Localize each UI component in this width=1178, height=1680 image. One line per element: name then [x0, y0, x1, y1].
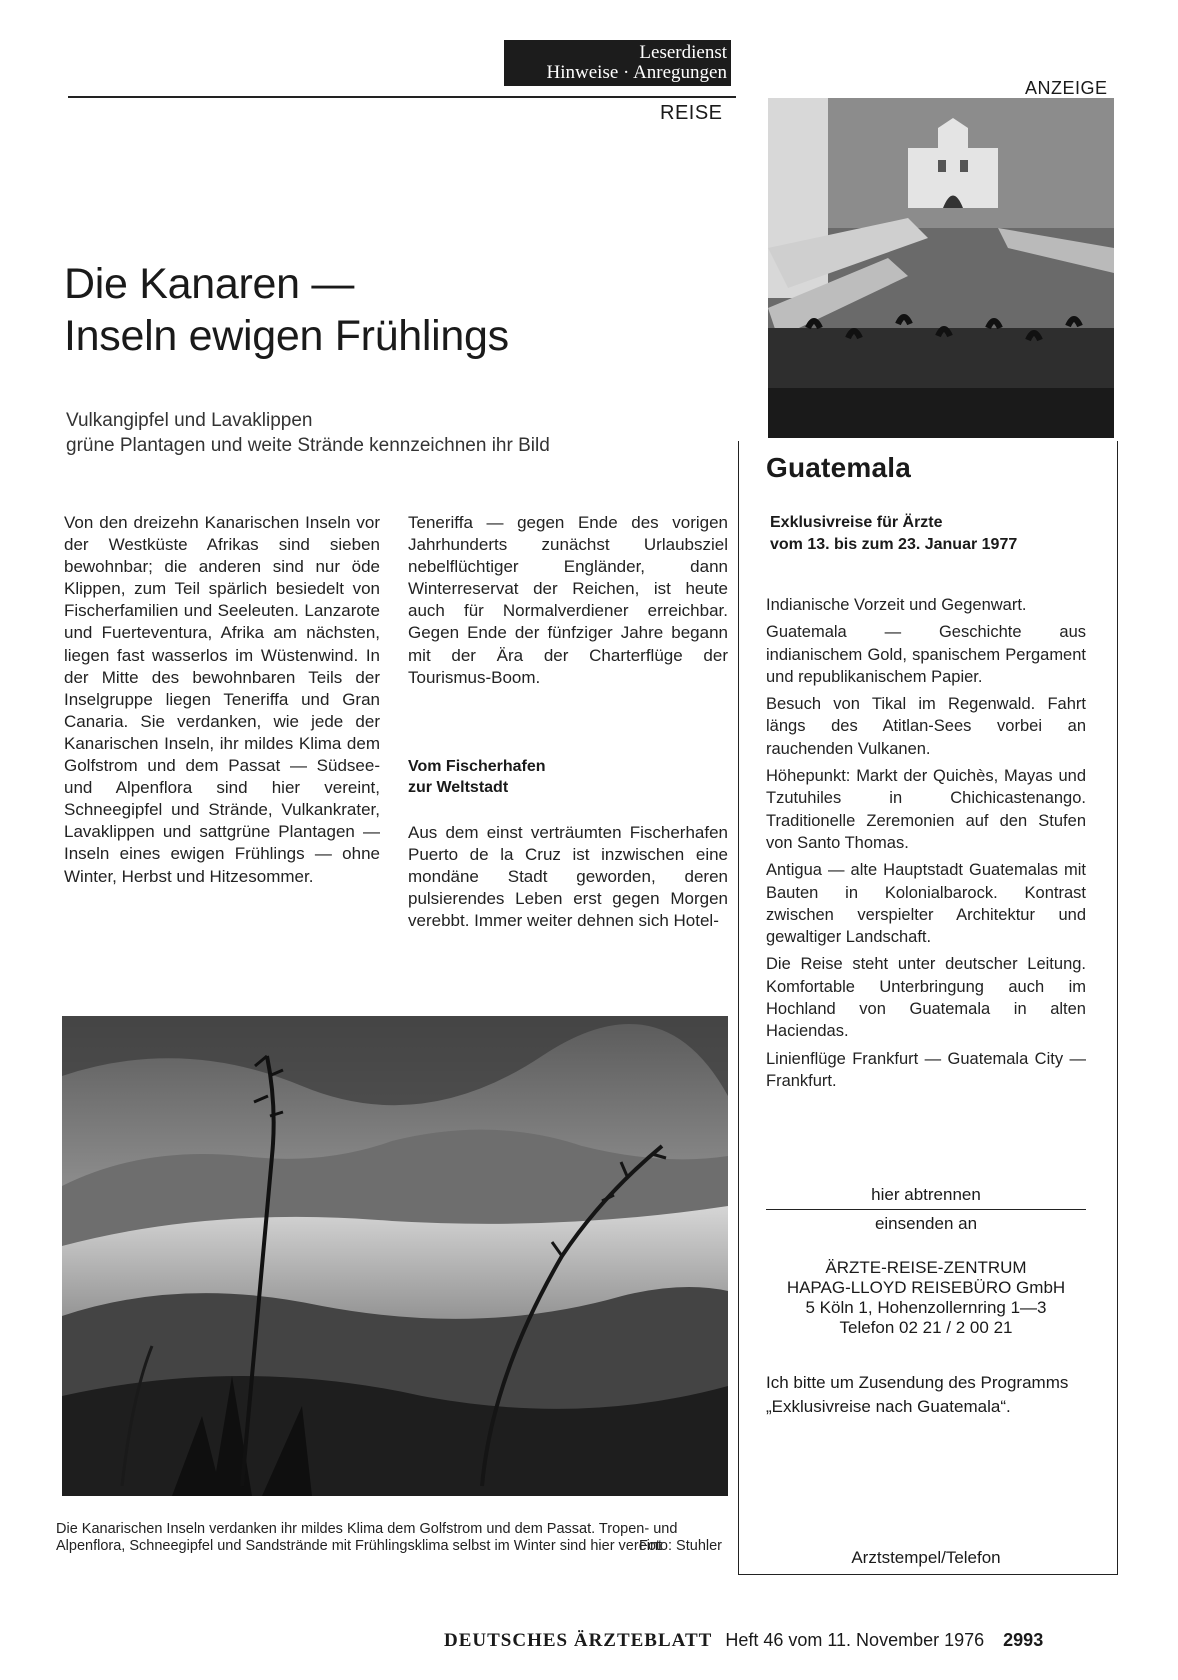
subheading-line-1: Vom Fischerhafen [408, 758, 546, 775]
guatemala-market-photo [768, 98, 1114, 438]
canary-landscape-image [62, 1016, 728, 1496]
agency-address [766, 1258, 1086, 1338]
caption-text: Die Kanarischen Inseln verdanken ihr mildes Klima dem Golfstrom und dem Passat. Tropen- und Alpenflora, Schneegipfel und Sandstrände mit Frühlingsklima selbst im Winter sind hier vereint [56, 1521, 678, 1554]
article-column-2-intro: Teneriffa — gegen Ende des vorigen Jahrhunderts zunächst Urlaubsziel nebelflüchtiger Engländer, dann Winterreservat der Reichen, ist heute auch für Normalverdiener erreichbar. Gegen Ende der fünfziger Jahre begann mit der Ära der Charterflüge der Tourismus-Boom. [408, 513, 728, 687]
title-line-1: Die Kanaren — [64, 260, 355, 308]
photo-caption [56, 1521, 722, 1555]
header-rule [68, 96, 736, 98]
article-subtitle [66, 408, 550, 458]
ad-paragraph: Linienflüge Frankfurt — Guatemala City — Frankfurt. [766, 1049, 1086, 1090]
publication-name: DEUTSCHES ÄRZTEBLATT [444, 1630, 713, 1651]
send-to-label: einsenden an [874, 1214, 978, 1233]
request-line-2: „Exklusivreise nach Guatemala“. [766, 1397, 1011, 1416]
ad-paragraph: Höhepunkt: Markt der Quichès, Mayas und Tzutuhiles in Chichicastenango. Traditionelle Zeremonien auf den Stufen von Santo Thomas. [766, 767, 1086, 852]
page-footer [444, 1630, 1043, 1652]
cut-line [766, 1209, 1086, 1210]
ad-subtitle-line-2: vom 13. bis zum 23. Januar 1977 [770, 536, 1018, 553]
subtitle-line-2: grüne Plantagen und weite Strände kennzeichnen ihr Bild [66, 435, 550, 456]
canary-landscape-photo [62, 1016, 728, 1496]
ad-paragraph: Guatemala — Geschichte aus indianischem Gold, spanischem Pergament und republikanischem Papier. [766, 623, 1086, 686]
stamp-label: Arztstempel/Telefon [851, 1548, 1001, 1567]
article-column-1: Von den dreizehn Kanarischen Inseln vor der Westküste Afrikas sind sieben bewohnbar; die anderen sind nur öde Klippen, zum Teil spärlich besiedelt von Fischerfamilien und Seeleuten. Lanzarote und Fuerteventura, Afrika am nächsten, liegen fast wasserlos im Wüstenwind. In der Mitte des bewohnbaren Teils der Inselgruppe liegen Teneriffa und Gran Canaria. Sie verdanken, wie jede der Kanarischen Inseln, ihr mildes Klima dem Golfstrom und dem Passat — Südsee- und Alpenflora sind hier vereint, Schneegipfel und Strände, Vulkankrater, Lavaklippen und sattgrüne Plantagen — Inseln eines ewigen Frühlings — ohne Winter, Herbst und Hitzesommer. [64, 513, 380, 886]
address-line-3: 5 Köln 1, Hohenzollernring 1—3 [805, 1298, 1047, 1317]
section-badge [504, 40, 731, 86]
ad-paragraph: Besuch von Tikal im Regenwald. Fahrt längs des Atitlan-Sees vorbei an rauchenden Vulkanen. [766, 695, 1086, 758]
ad-subtitle [770, 512, 1017, 556]
subheading-line-2: zur Weltstadt [408, 779, 509, 796]
address-line-1: ÄRZTE-REISE-ZENTRUM [825, 1258, 1027, 1277]
program-request [766, 1372, 1086, 1420]
badge-line-2: Hinweise · Anregungen [546, 62, 727, 83]
article-column-2-body: Aus dem einst verträumten Fischerhafen Puerto de la Cruz ist inzwischen eine mondäne Stadt geworden, deren pulsierendes Leben erst gegen Morgen verebbt. Immer weiter dehnen sich Hotel- [408, 823, 728, 931]
ad-paragraph: Antigua — alte Hauptstadt Guatemalas mit Bauten in Kolonialbarock. Kontrast zwischen verspielter Architektur und gewaltiger Landschaft. [766, 861, 1086, 947]
issue-info: Heft 46 vom 11. November 1976 [725, 1630, 985, 1650]
article-title [64, 258, 509, 362]
guatemala-market-image [768, 98, 1114, 438]
ad-body [766, 594, 1086, 1097]
page-number: 2993 [1003, 1630, 1044, 1650]
ad-label: ANZEIGE [1025, 78, 1108, 98]
subtitle-line-1: Vulkangipfel und Lavaklippen [66, 410, 313, 431]
address-line-2: HAPAG-LLOYD REISEBÜRO GmbH [786, 1278, 1066, 1297]
ad-paragraph: Indianische Vorzeit und Gegenwart. [766, 596, 1027, 614]
photo-credit: Foto: Stuhler [638, 1538, 722, 1554]
badge-line-1: Leserdienst [639, 42, 727, 63]
cut-here-label: hier abtrennen [871, 1185, 981, 1204]
ad-subtitle-line-1: Exklusivreise für Ärzte [770, 514, 943, 531]
ad-title: Guatemala [766, 452, 911, 483]
request-line-1: Ich bitte um Zusendung des Programms [766, 1373, 1069, 1392]
title-line-2: Inseln ewigen Frühlings [64, 312, 509, 360]
address-line-4: Telefon 02 21 / 2 00 21 [839, 1318, 1013, 1337]
article-subheading [408, 756, 546, 798]
ad-paragraph: Die Reise steht unter deutscher Leitung. Komfortable Unterbringung auch im Hochland von Guatemala in alten Haciendas. [766, 955, 1086, 1041]
section-label: REISE [660, 102, 723, 124]
